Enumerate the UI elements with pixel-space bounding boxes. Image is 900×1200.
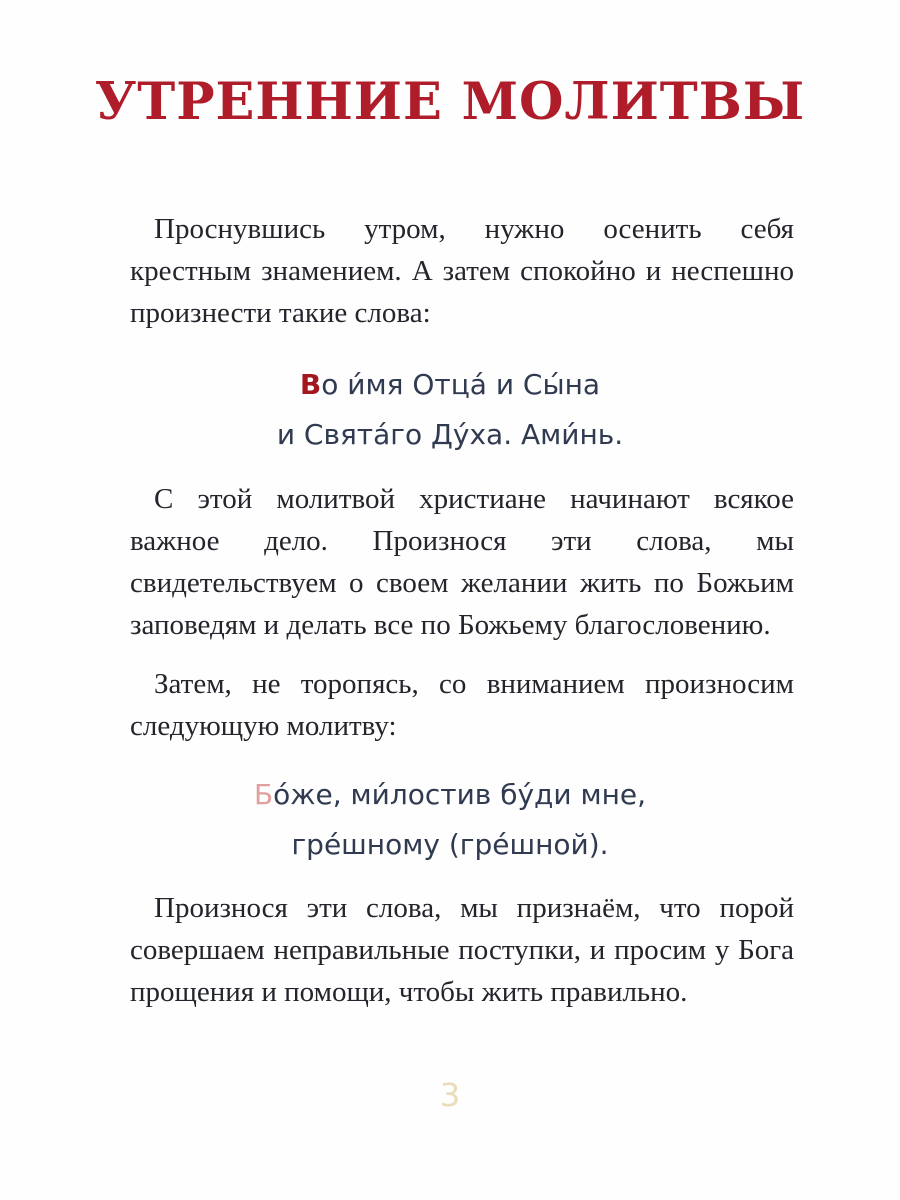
page-number: 3 [439,1076,461,1114]
page-title: УТРЕННИЕ МОЛИТВЫ [94,72,806,132]
paragraph-explanation: С этой молитвой христиане начинают всякое важное дело. Произнося эти слова, мы свидетельствуем о своем желании жить по Божьим заповедям и делать все по Божьему благословению. [130,483,794,641]
prayer-sign-of-cross [150,360,750,460]
prayer-line-text: о и́мя Отца́ и Сы́на [321,368,601,401]
drop-initial: В [299,368,322,401]
prayer-line: гре́шному (гре́шной). [291,828,609,861]
paragraph-intro: Проснувшись утром, нужно осенить себя крестным знамением. А затем спокойно и неспешно произнести такие слова: [130,213,794,329]
prayer-line [150,360,750,410]
prayer-line-text: о́же, ми́лостив бу́ди мне, [273,778,647,811]
paragraph-closing: Произнося эти слова, мы признаём, что порой совершаем неправильные поступки, и просим у Бога прощения и помощи, чтобы жить правильно. [130,892,794,1008]
paragraph-next-prayer: Затем, не торопясь, со вниманием произносим следующую молитву: [130,668,794,742]
prayer-line [150,770,750,820]
prayer-god-be-merciful [150,770,750,870]
drop-initial: Б [253,778,274,811]
prayer-line: и Свята́го Ду́ха. Ами́нь. [276,418,624,451]
